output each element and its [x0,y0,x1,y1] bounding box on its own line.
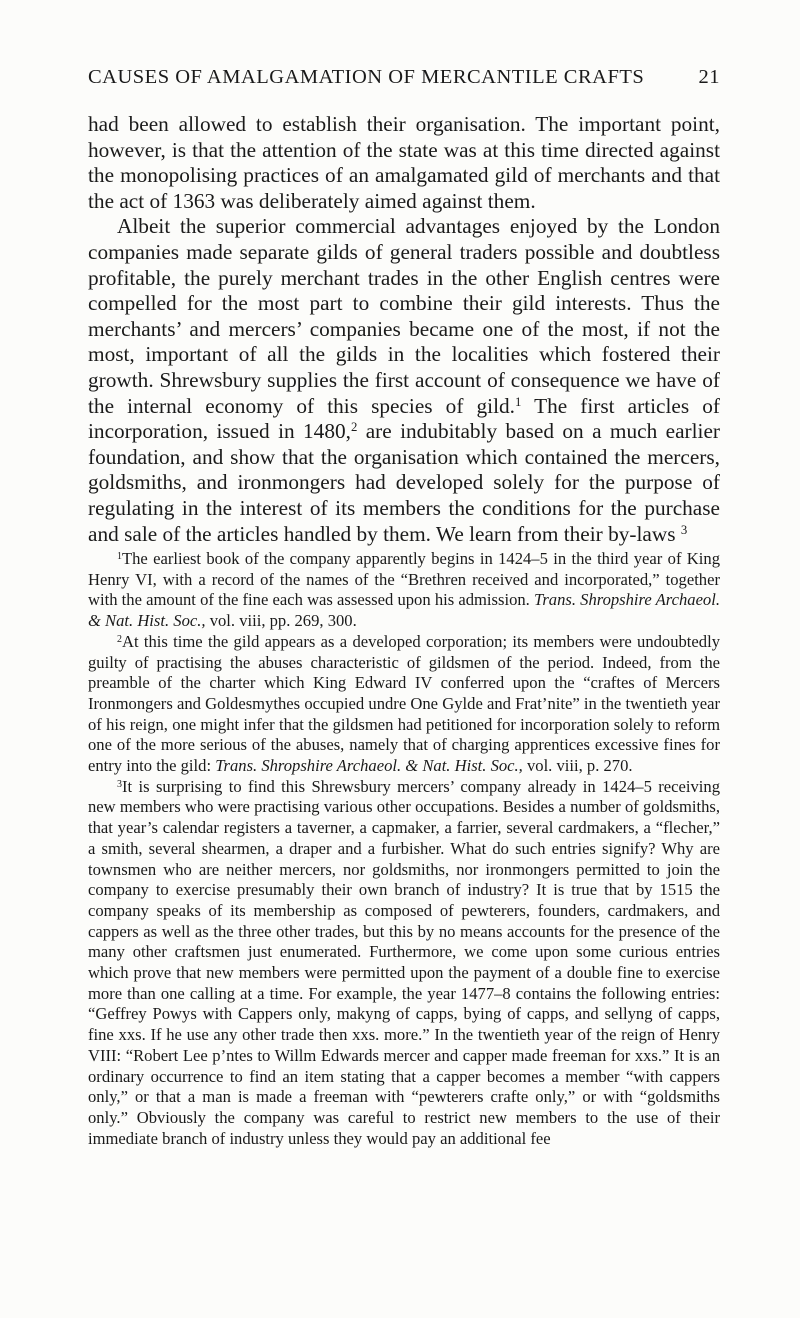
footnote-2-tail: vol. viii, p. 270. [522,756,633,776]
footnote-2 [88,632,720,777]
running-title: CAUSES OF AMALGAMATION OF MERCANTILE CRAFTS [88,66,645,88]
footnote-2-text: At this time the gild appears as a developed corporation; its members were undoubtedly guilty of practising the abuses characteristic of gildsmen of the period. Indeed, from the preamble of the charter which King Edward IV conferred upon the “craftes of Mercers Ironmongers and Goldesmythes occupied undre One Gylde and Frat’nite” in the twentieth year of his reign, one might infer that the gildsmen had petitioned for incorporation solely to reform one of the more serious of the abuses, namely that of charging apprentices excessive fines for entry into the gild: [88,631,720,776]
footnote-1-tail: vol. viii, pp. 269, 300. [205,611,357,631]
footnote-2-mark: 2 [117,633,122,645]
paragraph-2 [88,214,720,547]
paragraph-2-part-c: are indubitably based on a much earlier foundation, and show that the organisation which contained the mercers, goldsmiths, and ironmongers had developed solely for the purpose of regulating in the interest of its members the conditions for the purchase and sale of the articles handled by them. We learn from their by-laws [88,419,720,546]
running-header [88,66,720,89]
footnote-ref-2[interactable]: 2 [350,420,358,435]
footnotes [88,549,720,1149]
footnote-3-text: It is surprising to find this Shrewsbury mercers’ company already in 1424–5 receiving new members who were practising various other occupations. Besides a number of goldsmiths, that year’s calendar registers a taverner, a capmaker, a farrier, several cardmakers, a “flecher,” a smith, several shearmen, a draper and a furbisher. What do such entries signify? Why are townsmen who are neither mercers, nor goldsmiths, nor ironmongers permitted to join the company to exercise presumably their own branch of industry? It is true that by 1515 the company speaks of its membership as composed of pewterers, founders, cardmakers, and cappers as well as the three other trades, but this by no means accounts for the presence of the many other craftsmen just enumerated. Furthermore, we come upon some curious entries which prove that new members were permitted upon the payment of a double fine to exercise more than one calling at a time. For example, the year 1477–8 contains the following entries: “Geffrey Powys with Cappers only, makyng of capps, bying of capps, and sellyng of capps, fine xxs. If he use any other trade then xxs. more.” In the twentieth year of the reign of Henry VIII: “Robert Lee p’ntes to Willm Edwards mercer and capper made freeman for xxs.” It is an ordinary occurrence to find an item stating that a capper becomes a member “with cappers only,” or that a man is made a freeman with “pewterers crafte only,” or with “goldsmiths only.” Obviously the company was careful to restrict new members to the use of their immediate branch of industry unless they would pay an additional fee [88,776,720,1148]
footnote-1-mark: 1 [117,551,122,563]
footnote-3 [88,777,720,1150]
footnote-1-text: The earliest book of the company apparently begins in 1424–5 in the third year of King Henry VI, with a record of the names of the “Brethren received and incorporated,” together with the amount of the fine each was assessed upon his admission. [88,549,720,610]
footnote-1 [88,549,720,632]
paragraph-2-part-a: Albeit the superior commercial advantages enjoyed by the London companies made separate gilds of general traders possible and doubtless profitable, the purely merchant trades in the other English centres were compelled for the most part to combine their gild interests. Thus the merchants’ and mercers’ companies became one of the most, if not the most, important of all the gilds in the localities which fostered their growth. Shrewsbury supplies the first account of consequence we have of the internal economy of this species of gild. [88,214,720,418]
paragraph-1: had been allowed to establish their organisation. The important point, however, is that the attention of the state was at this time directed against the monopolising practices of an amalgamated gild of merchants and that the act of 1363 was deliberately aimed against them. [88,112,720,213]
footnote-ref-1[interactable]: 1 [514,394,522,409]
footnote-3-mark: 3 [117,778,122,790]
main-text [88,112,720,547]
footnote-1-citation: Trans. Shropshire Archaeol. & Nat. Hist. Soc., [88,590,720,631]
footnote-ref-3[interactable]: 3 [680,522,688,537]
paragraph-2-part-b: The first articles of incorporation, issued in 1480, [88,393,721,444]
footnote-2-citation: Trans. Shropshire Archaeol. & Nat. Hist. Soc., [215,756,523,776]
page-number: 21 [698,66,720,88]
